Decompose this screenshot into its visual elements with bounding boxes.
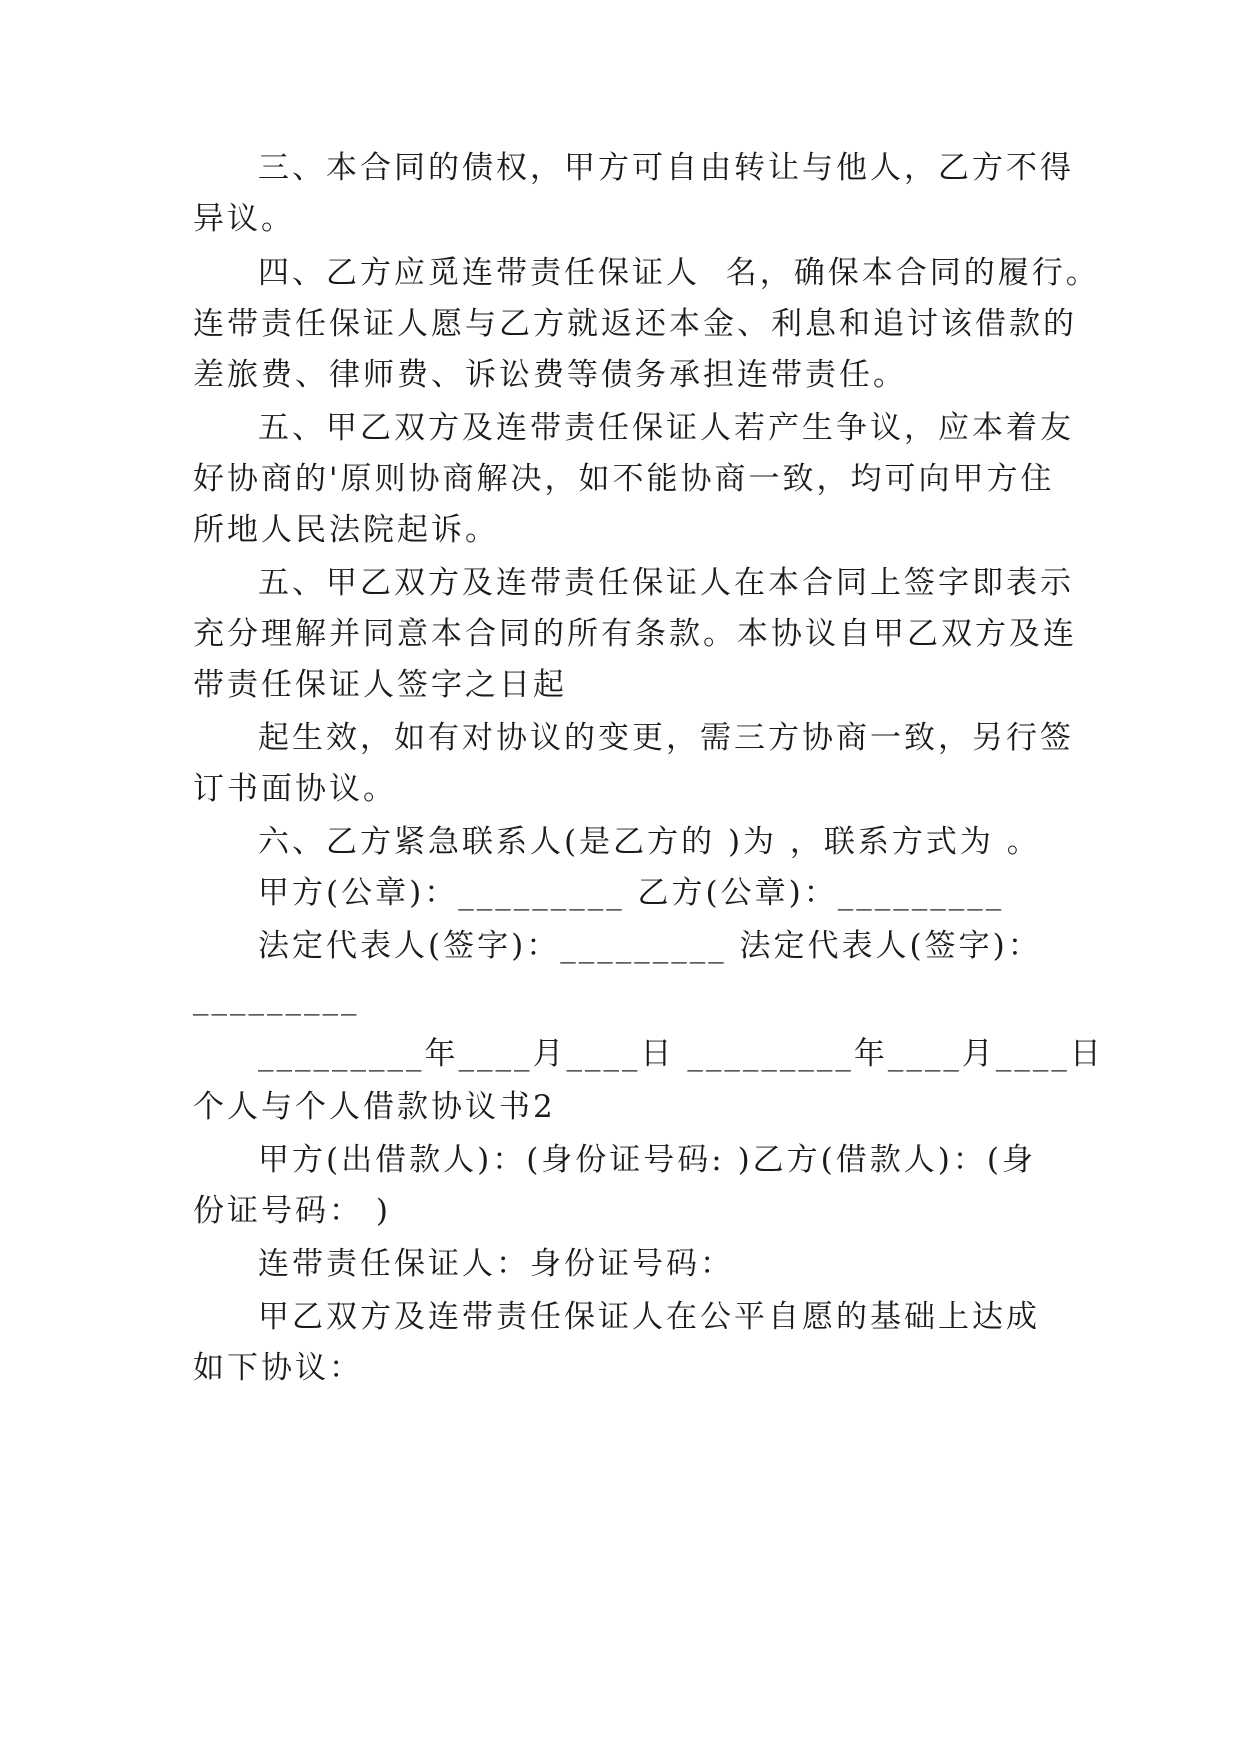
section-title: 个人与个人借款协议书2 <box>193 1089 556 1125</box>
date-line: _________年____月____日 _________年____月____日 <box>258 1036 1104 1072</box>
seal-line: 甲方(公章)：_________ 乙方(公章)：_________ <box>258 875 1005 911</box>
clause-4-line-3: 差旅费、律师费、诉讼费等债务承担连带责任。 <box>193 357 907 393</box>
clause-5b-line-2: 充分理解并同意本合同的所有条款。本协议自甲乙双方及连 <box>193 616 1077 652</box>
signature-blank: _________ <box>193 980 360 1016</box>
clause-5a-line-2: 好协商的'原则协商解决，如不能协商一致，均可向甲方住 <box>193 461 1055 497</box>
clause-4-line-2: 连带责任保证人愿与乙方就返还本金、利息和追讨该借款的 <box>193 306 1077 342</box>
parties-line-1: 甲方(出借款人)：(身份证号码: )乙方(借款人)：(身 <box>258 1142 1036 1178</box>
clause-5b-line-1: 五、甲乙双方及连带责任保证人在本合同上签字即表示 <box>258 565 1074 601</box>
guarantor-line: 连带责任保证人：身份证号码： <box>258 1246 734 1282</box>
effective-line-2: 订书面协议。 <box>193 771 397 807</box>
clause-5a-line-1: 五、甲乙双方及连带责任保证人若产生争议，应本着友 <box>258 410 1074 446</box>
clause-5b-line-3: 带责任保证人签字之日起 <box>193 667 567 703</box>
agreement-line-2: 如下协议： <box>193 1350 363 1386</box>
clause-5a-line-3: 所地人民法院起诉。 <box>193 512 499 548</box>
clause-6-line: 六、乙方紧急联系人(是乙方的 )为 ，联系方式为 。 <box>258 824 1041 860</box>
effective-line-1: 起生效，如有对协议的变更，需三方协商一致，另行签 <box>258 720 1074 756</box>
clause-4-line-1: 四、乙方应觅连带责任保证人 名，确保本合同的履行。 <box>258 255 1100 291</box>
agreement-line-1: 甲乙双方及连带责任保证人在公平自愿的基础上达成 <box>258 1299 1040 1335</box>
clause-3-line-1: 三、本合同的债权，甲方可自由转让与他人，乙方不得 <box>258 150 1074 186</box>
signature-line: 法定代表人(签字)：_________ 法定代表人(签字)： <box>258 928 1042 964</box>
parties-line-2: 份证号码： ) <box>193 1193 391 1229</box>
clause-3-line-2: 异议。 <box>193 201 295 237</box>
